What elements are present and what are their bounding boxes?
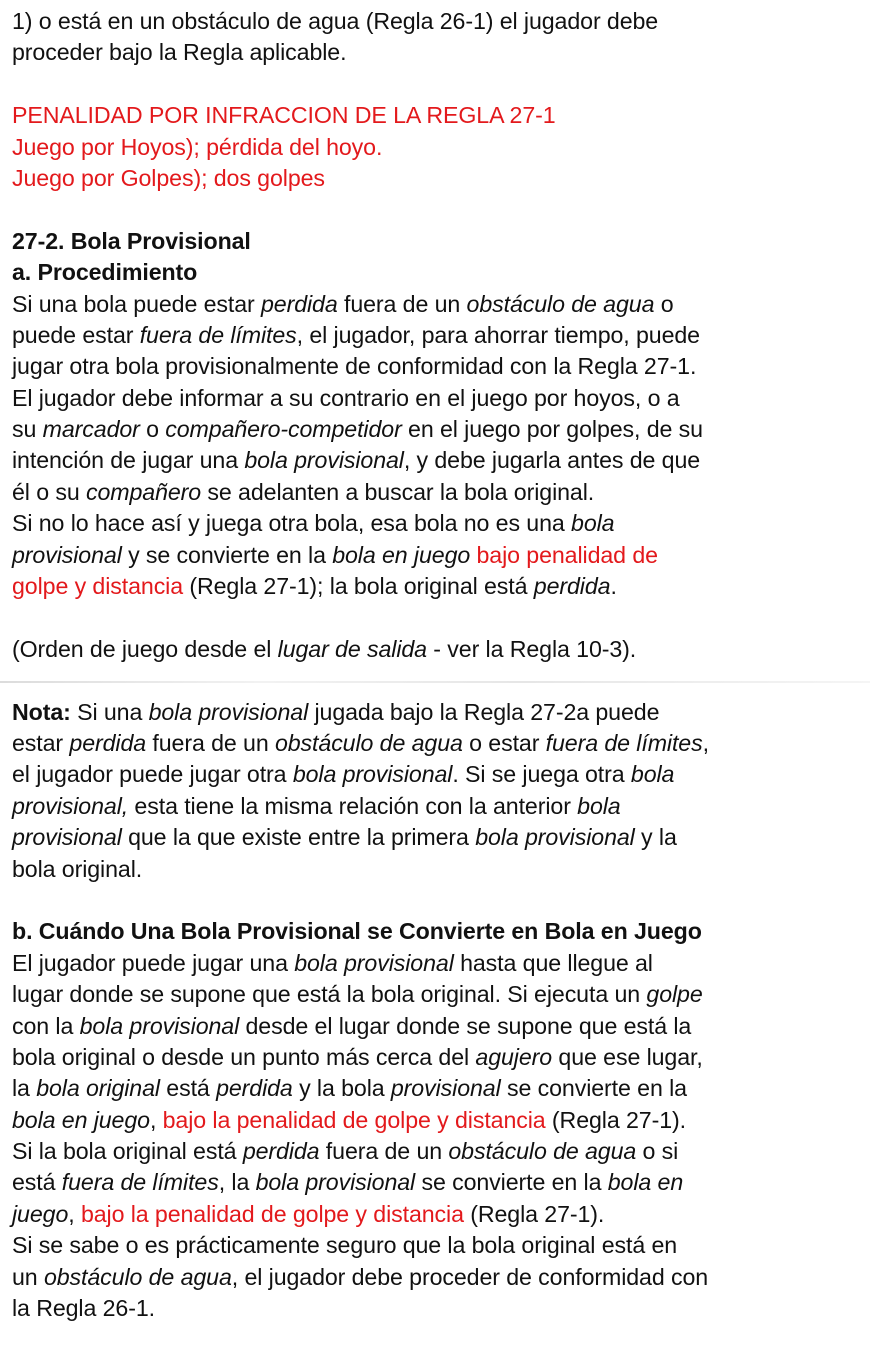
intro-line-2: proceder bajo la Regla aplicable. (12, 39, 347, 66)
page-tear-divider (12, 665, 864, 696)
para-a-line-10: golpe y distancia (Regla 27-1); la bola original está perdida. (12, 573, 617, 600)
intro-line-1: 1) o está en un obstáculo de agua (Regla 26-1) el jugador debe (12, 8, 659, 34)
para-a-line-7: él o su compañero se adelanten a buscar la bola original. (12, 478, 595, 505)
rules-page (12, 6, 864, 1324)
para-b-line-1: El jugador puede jugar una bola provisional hasta que llegue al (12, 949, 653, 976)
penalty-stroke-play: Juego por Golpes); dos golpes (12, 164, 325, 191)
para-b-line-6: bola en juego, bajo la penalidad de golpe y distancia (Regla 27-1). (12, 1106, 686, 1133)
para-b-line-5: la bola original está perdida y la bola provisional se convierte en la (12, 1075, 687, 1102)
penalty-match-play: Juego por Hoyos); pérdida del hoyo. (12, 133, 383, 160)
para-a-line-9: provisional y se convierte en la bola en juego bajo penalidad de (12, 541, 658, 568)
spacer (12, 69, 864, 100)
note-line-3: el jugador puede jugar otra bola provisional. Si se juega otra bola (12, 761, 675, 788)
para-b-line-12: la Regla 26-1. (12, 1295, 155, 1322)
para-b-line-9: juego, bajo la penalidad de golpe y distancia (Regla 27-1). (12, 1200, 605, 1227)
note-label: Nota: (12, 698, 71, 725)
note-line-2: estar perdida fuera de un obstáculo de agua o estar fuera de límites, (12, 729, 709, 756)
para-a-line-2: puede estar fuera de límites, el jugador, para ahorrar tiempo, puede (12, 321, 700, 348)
para-b-line-2: lugar donde se supone que está la bola original. Si ejecuta un golpe (12, 981, 703, 1008)
subsection-b-title: b. Cuándo Una Bola Provisional se Convierte en Bola en Juego (12, 918, 702, 945)
para-a-line-5: su marcador o compañero-competidor en el juego por golpes, de su (12, 416, 703, 443)
note-line-1: Nota: Si una bola provisional jugada bajo la Regla 27-2a puede (12, 698, 660, 725)
para-b-line-11: un obstáculo de agua, el jugador debe proceder de conformidad con (12, 1263, 709, 1290)
note-line-4: provisional, esta tiene la misma relación con la anterior bola (12, 792, 621, 819)
para-a-line-3: jugar otra bola provisionalmente de conformidad con la Regla 27-1. (12, 353, 697, 380)
para-a-line-1: Si una bola puede estar perdida fuera de un obstáculo de agua o (12, 290, 674, 317)
para-b-line-10: Si se sabe o es prácticamente seguro que la bola original está en (12, 1232, 678, 1259)
spacer (12, 885, 864, 916)
order-of-play: (Orden de juego desde el lugar de salida - ver la Regla 10-3). (12, 635, 637, 662)
para-a-line-8: Si no lo hace así y juega otra bola, esa bola no es una bola (12, 510, 615, 537)
para-b-line-8: está fuera de límites, la bola provisional se convierte en la bola en (12, 1169, 684, 1196)
para-b-line-7: Si la bola original está perdida fuera de un obstáculo de agua o si (12, 1138, 679, 1165)
note-line-5: provisional que la que existe entre la primera bola provisional y la (12, 824, 677, 851)
para-b-line-3: con la bola provisional desde el lugar donde se supone que está la (12, 1012, 692, 1039)
note-line-6: bola original. (12, 855, 143, 882)
tear-line (0, 681, 870, 683)
para-b-line-4: bola original o desde un punto más cerca del agujero que ese lugar, (12, 1043, 703, 1070)
subsection-a-title: a. Procedimiento (12, 259, 198, 286)
penalty-title: PENALIDAD POR INFRACCION DE LA REGLA 27-1 (12, 102, 556, 129)
para-a-line-6: intención de jugar una bola provisional, y debe jugarla antes de que (12, 447, 701, 474)
para-a-line-4: El jugador debe informar a su contrario en el juego por hoyos, o a (12, 384, 680, 411)
spacer (12, 194, 864, 225)
spacer (12, 602, 864, 633)
section-title: 27-2. Bola Provisional (12, 227, 251, 254)
